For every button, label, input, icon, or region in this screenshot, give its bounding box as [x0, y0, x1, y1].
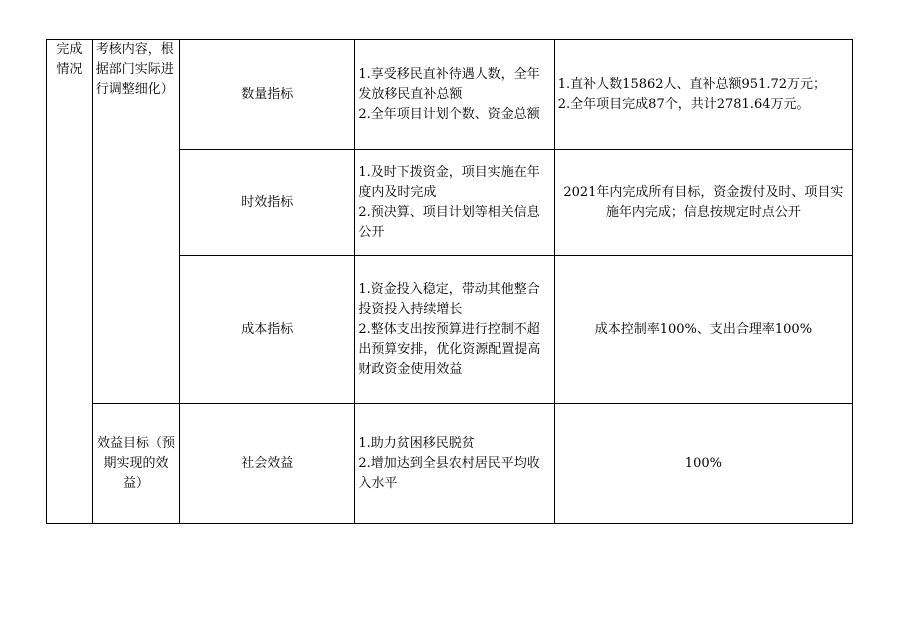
- target-cell: [355, 256, 554, 404]
- target-line: 1.资金投入稳定，带动其他整合投资投入持续增长: [358, 281, 540, 317]
- result-line: 2021年内完成所有目标，资金拨付及时、项目实施年内完成；信息按规定时点公开: [563, 184, 844, 220]
- category-label: 考核内容，根据部门实际进行调整细化）: [95, 42, 174, 97]
- result-cell: [554, 404, 852, 524]
- target-line: 1.享受移民直补待遇人数，全年发放移民直补总额: [358, 66, 540, 102]
- indicator-label: 社会效益: [241, 455, 294, 471]
- table-row: [47, 40, 853, 150]
- indicator-label: 数量指标: [241, 86, 294, 102]
- category-cell: [92, 404, 180, 524]
- result-line: 成本控制率100%、支出合理率100%: [594, 321, 813, 337]
- result-cell: [554, 256, 852, 404]
- target-cell: [355, 404, 554, 524]
- section-label: 完成情况: [56, 42, 83, 77]
- target-line: 2.全年项目计划个数、资金总额: [358, 106, 540, 122]
- result-line: 2.全年项目完成87个，共计2781.64万元。: [557, 96, 810, 112]
- result-line: 1.直补人数15862人、直补总额951.72万元；: [557, 76, 827, 92]
- result-cell: [554, 150, 852, 256]
- result-cell: [554, 40, 852, 150]
- category-label: 效益目标（预期实现的效益）: [97, 435, 176, 491]
- result-line: 100%: [684, 455, 722, 471]
- target-line: 2.整体支出按预算进行控制不超出预算安排，优化资源配置提高财政资金使用效益: [358, 321, 541, 377]
- indicator-label: 成本指标: [241, 321, 294, 337]
- target-line: 2.增加达到全县农村居民平均收入水平: [358, 455, 540, 491]
- indicator-cell: [180, 40, 355, 150]
- performance-table: [46, 39, 853, 524]
- section-label-cell: [47, 40, 93, 524]
- indicator-label: 时效指标: [241, 194, 294, 210]
- table-row: [47, 404, 853, 524]
- indicator-cell: [180, 150, 355, 256]
- indicator-cell: [180, 256, 355, 404]
- indicator-cell: [180, 404, 355, 524]
- target-line: 2.预决算、项目计划等相关信息公开: [358, 204, 540, 240]
- target-line: 1.及时下拨资金，项目实施在年度内及时完成: [358, 164, 540, 200]
- target-cell: [355, 40, 554, 150]
- category-cell: [92, 40, 180, 404]
- target-cell: [355, 150, 554, 256]
- target-line: 1.助力贫困移民脱贫: [358, 435, 475, 451]
